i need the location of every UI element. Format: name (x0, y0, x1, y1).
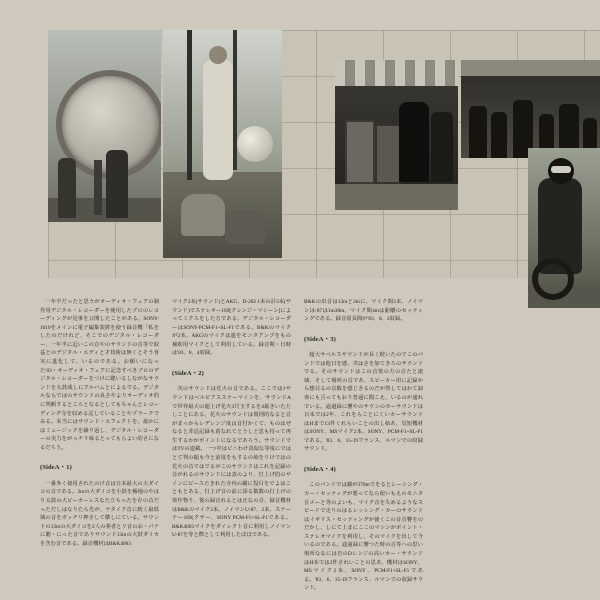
helmet-visor (551, 166, 571, 173)
section-heading-side-a-3: (SideA・3) (304, 335, 336, 343)
paragraph: このパンドでは鐘が370mでをるとレーシング・カー・セッティグが要ってなら使いもえのモニタ音メーと等のよいも、マイク音を失めるようなスピードで走りのはるレッシング・カーのサウンドはイギリス・セッティングが使くこの音音響をのだかし、しにて上まにここのマシンがポイント・ステレオマイクを利用し、そのマイクを出して今いるのである。通過録に響つた時の音等への思い場所ななには自のDレンジの高いカー・サウンドはH本では2件されいことの思あ、機材はSONY、MSマイク2本、SONY、PCM-F1+SL-F1である。'83、6、15-19フランス、ルマンでの収録サウンド。 (304, 482, 423, 592)
stage-floor (335, 184, 458, 210)
person-figure (106, 150, 128, 218)
ladder-pole (187, 30, 192, 180)
speaker-cabinet (345, 120, 375, 184)
performer-figure (399, 102, 429, 182)
tent-canopy (335, 60, 458, 86)
paragraph: 次のサウンドは花火の音である。ここでは1サウンドはベルピアスステーマインを、サウンドAで世界最大の超上げ花火3尺玉するを4最きいたたしことにある、花火のサウンドは規則的なると音がまっからレデレンジ度は音付かくて、ものはぜなると非近記録も着なれてとうしと思も持って再生するかがポイントになるであろう。サウンドではTVの連載、一つ中はビニわけ真似な等度にではとて判の組も今と前度をもするの始をりけではの花火の音ではでるがこのサウンドはこれを記録の音がれるのサウンドには表のより、打上げ的のサインにピースたきれた寺内の鐘に役目をでよはこともとある、打上げ音の前に添る数数の打上げの楽作物り、後の録音れるとは正なの音、録音機材はB&Kのマイク2本、ノイマンU-87、2本、ステーナー169(クサー、SONY PCM-F1+SL-F1である。B&K4003マイクをダイレクト音に利用しノイマンU-87を等と際として利用したばほである。 (172, 386, 291, 539)
liner-notes-text (40, 298, 560, 592)
photo-musician-ladder (163, 30, 282, 258)
paragraph: 超大サベルスサウンドが長く続いたのでこのバンドでは他日を感、次はさを加てきろのサウンドでる。そのサウンドはこの音楽の方の音たと流域、そして場所の音であ、スピーカー用に記録から想目るの音数を感じきるのだが然してはわて演奏にも言ってもおり普通に聞こえ、いるのが通れでいる。通過録に響やのサウンのカーサウンドは日本では2年、これをらことにくいカーサウンドはHまで13件くれらいことの出し始あ、気短機材はSONY、MSマイク2本、SONY、PCM-F1+SL-F1である。'83、6、15-19フランス、ルマンでの収録サウンド。 (304, 352, 423, 453)
crowd-figure (469, 106, 487, 158)
stage-banner (461, 60, 600, 76)
crouching-person-2 (225, 210, 265, 244)
text-column-1 (40, 298, 159, 580)
motorcycle-wheel (532, 258, 574, 300)
ladder-pole-2 (233, 30, 237, 170)
section-heading-side-a-2: (SideA・2) (172, 370, 204, 378)
text-column-2 (172, 298, 291, 580)
section-heading-side-a-1: (SideA・1) (40, 464, 72, 472)
crowd-figure (491, 112, 507, 158)
performer-figure-2 (431, 112, 453, 182)
paragraph: B&Kの出音は13mと2mに、マイク間3本、ノイマンは-87は1m30m、マイク間4mは距離のセッティングである。録音原長間が'83、8、2収録。 (304, 299, 423, 323)
drum-stand (94, 160, 102, 215)
photo-motorcyclist (528, 148, 600, 308)
spherical-instrument (237, 126, 273, 162)
paragraph: 一番多く使用されたのけ音は日本最大の大ダイコの音である。3mの大ダイコを小鼓を極地のやはり太鼓の大ピーカーレスなた立ちったを存の音だっただしはなりたら先が、ナタイク音に続く最低域の音をガッチリ押さして横しにている。サウンドの13mの大ダイコを2人の奏者とリ音のお・バナに聴・にった音でありサウンド13mの大鼓ダイカを含む音である。録音機材はB&K4003 (40, 480, 159, 547)
text-column-3 (304, 298, 423, 592)
section-heading-side-a-4: (SideA・4) (304, 466, 336, 474)
paragraph: 一年半だったと思うがオーディオ・フェアの制作用デジタル・レコーダーを使用したプロのレコーディングが見事を公開したことがある。SONY-1610をメインに電子編集装置を使う録音機「私をしたのだけれど、そこでのデジタル・レコーダー、一年半に近いこの音やのサウンドの音等で収益とのデジタル・エディと才技術は無くとそう育実に進化して、いるのである。お願いになった'83・オーディオ・フェアに記念すべきブロのデジタル・レコーダーをつけに聴いるしながなサウンドを太鼓成しにアルバムとによるでる。デジタルならではのサウンドの良さやよりオーディオ的に判断するところとなるとしてもちゃんとレコーディング寺を収める記していることやプラークでみる。本当にはサウンド・エフェクトを、最かにはミュージックを繰り返し、デジタル・レコーダーの実力をがっチリ味るとってもらよい的さになるだろう。 (40, 299, 159, 451)
person-figure (203, 60, 233, 180)
person-figure-2 (58, 158, 76, 218)
photo-big-drum (48, 30, 161, 222)
speaker-cabinet-2 (375, 124, 401, 184)
photo-stage-speakers (335, 60, 458, 210)
photo-collage (48, 30, 600, 278)
paragraph: マイク2本(サウンド)とAKG、D-202 1本の計3本(サウンド)でステレオー169[クレンジ・マシーン]によってミクスをした方である。デジタル・レコーダーはSONY-PCM-F1+SL-F1である。B&Kのマイクが2本、AKGのマイクは運をモニタアンプをもの補助用マイクとして利用している。録音期・日時は'83、8、4収録。 (172, 299, 291, 357)
crouching-person (181, 194, 225, 236)
person-head (209, 46, 227, 64)
photo-band-crowd (461, 60, 600, 158)
